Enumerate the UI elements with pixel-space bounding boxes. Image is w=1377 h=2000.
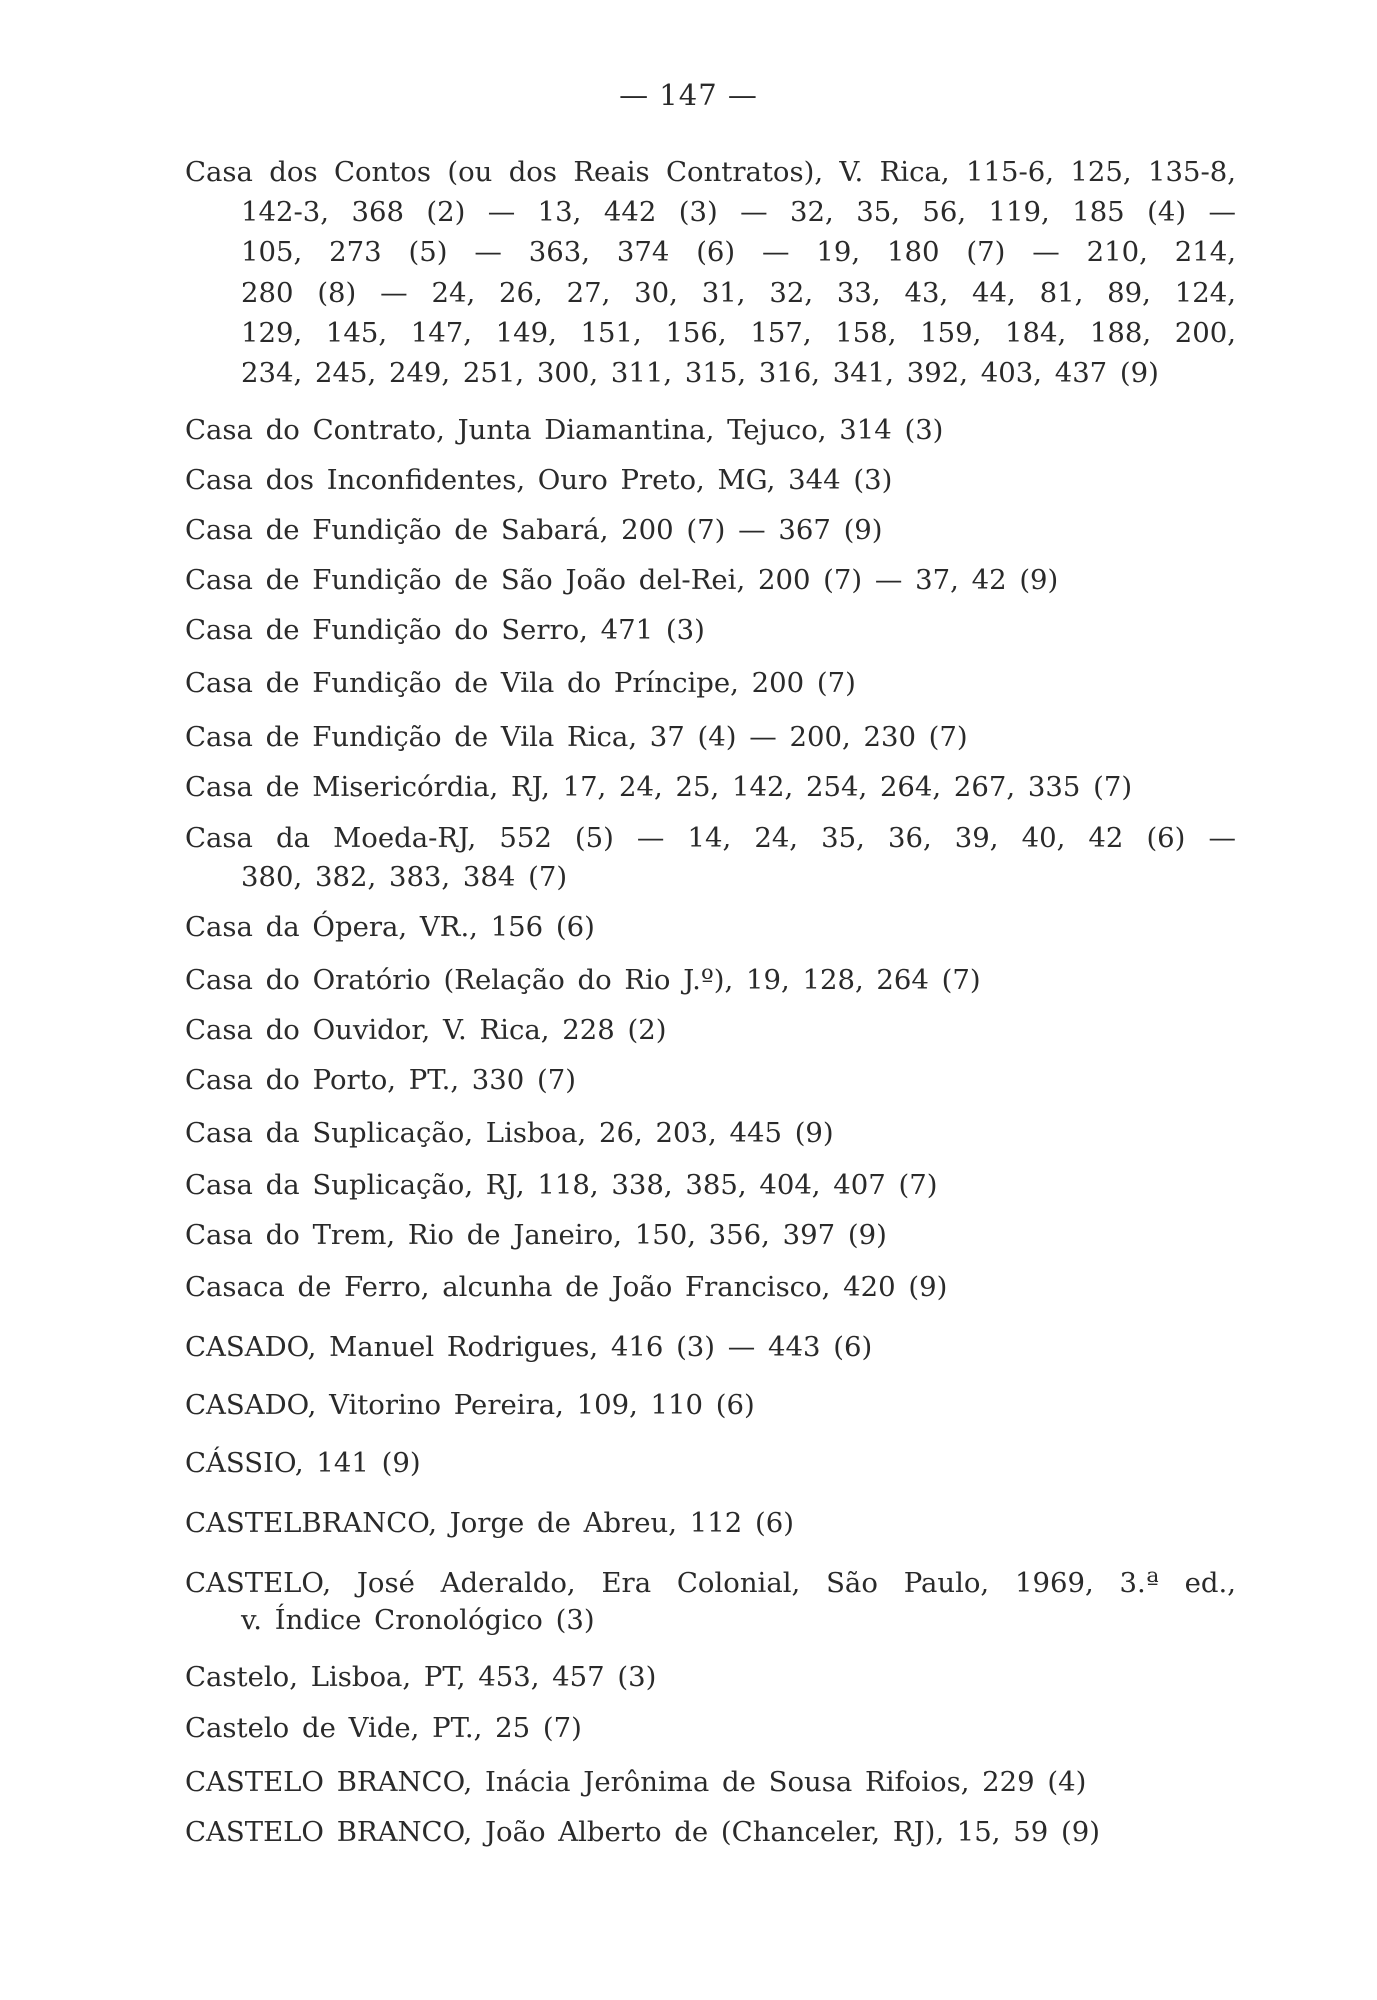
entry-line-continuation: 280 (8) — 24, 26, 27, 30, 31, 32, 33, 43, 44, 81, 89, 124, — [241, 277, 1236, 309]
index-entry: Casa de Misericórdia, RJ, 17, 24, 25, 142, 254, 264, 267, 335 (7) — [185, 771, 1133, 803]
entry-line: Casa da Moeda-RJ, 552 (5) — 14, 24, 35, 36, 39, 40, 42 (6) — — [185, 822, 1236, 854]
index-entry: CASADO, Manuel Rodrigues, 416 (3) — 443 (6) — [185, 1331, 873, 1363]
index-entry: Casa de Fundição de São João del-Rei, 200 (7) — 37, 42 (9) — [185, 564, 1059, 596]
index-entry: Casa do Porto, PT., 330 (7) — [185, 1064, 576, 1096]
index-entry: CASTELBRANCO, Jorge de Abreu, 112 (6) — [185, 1507, 794, 1539]
entry-line-continuation: 142-3, 368 (2) — 13, 442 (3) — 32, 35, 56, 119, 185 (4) — — [241, 196, 1236, 228]
entry-line-continuation: 234, 245, 249, 251, 300, 311, 315, 316, 341, 392, 403, 437 (9) — [241, 357, 1159, 389]
index-entry: Casa da Suplicação, Lisboa, 26, 203, 445 (9) — [185, 1117, 834, 1149]
index-entry: Casa do Ouvidor, V. Rica, 228 (2) — [185, 1014, 667, 1046]
index-entry: CASTELO BRANCO, João Alberto de (Chanceler, RJ), 15, 59 (9) — [185, 1816, 1100, 1848]
index-entry: Castelo de Vide, PT., 25 (7) — [185, 1712, 582, 1744]
index-entry: Casa de Fundição do Serro, 471 (3) — [185, 614, 705, 646]
index-entry: Casa de Fundição de Sabará, 200 (7) — 367 (9) — [185, 514, 883, 546]
index-entry: Casa dos Inconfidentes, Ouro Preto, MG, 344 (3) — [185, 464, 893, 496]
index-entry: Casaca de Ferro, alcunha de João Francisco, 420 (9) — [185, 1271, 948, 1303]
index-entry: Casa da Suplicação, RJ, 118, 338, 385, 404, 407 (7) — [185, 1169, 938, 1201]
index-entry: CÁSSIO, 141 (9) — [185, 1447, 421, 1479]
entry-line-continuation: 129, 145, 147, 149, 151, 156, 157, 158, 159, 184, 188, 200, — [241, 317, 1236, 349]
index-entry: Casa do Contrato, Junta Diamantina, Tejuco, 314 (3) — [185, 414, 944, 446]
index-entry: CASTELO BRANCO, Inácia Jerônima de Sousa Rifoios, 229 (4) — [185, 1766, 1087, 1798]
index-entry: Castelo, Lisboa, PT, 453, 457 (3) — [185, 1661, 657, 1693]
index-entry: Casa da Ópera, VR., 156 (6) — [185, 911, 595, 943]
index-entry: Casa de Fundição de Vila Rica, 37 (4) — 200, 230 (7) — [185, 721, 968, 753]
entry-line-continuation: v. Índice Cronológico (3) — [241, 1604, 595, 1636]
entry-line-continuation: 380, 382, 383, 384 (7) — [241, 861, 568, 893]
entry-line: CASTELO, José Aderaldo, Era Colonial, São Paulo, 1969, 3.ª ed., — [185, 1567, 1236, 1599]
entry-line-continuation: 105, 273 (5) — 363, 374 (6) — 19, 180 (7) — 210, 214, — [241, 236, 1236, 268]
index-entry: Casa de Fundição de Vila do Príncipe, 200 (7) — [185, 667, 856, 699]
index-entry: Casa do Oratório (Relação do Rio J.º), 19, 128, 264 (7) — [185, 964, 981, 996]
entry-line: Casa dos Contos (ou dos Reais Contratos), V. Rica, 115-6, 125, 135-8, — [185, 156, 1236, 188]
page-number: — 147 — — [619, 78, 758, 112]
index-entry: Casa do Trem, Rio de Janeiro, 150, 356, 397 (9) — [185, 1219, 887, 1251]
index-entry: CASADO, Vitorino Pereira, 109, 110 (6) — [185, 1389, 755, 1421]
